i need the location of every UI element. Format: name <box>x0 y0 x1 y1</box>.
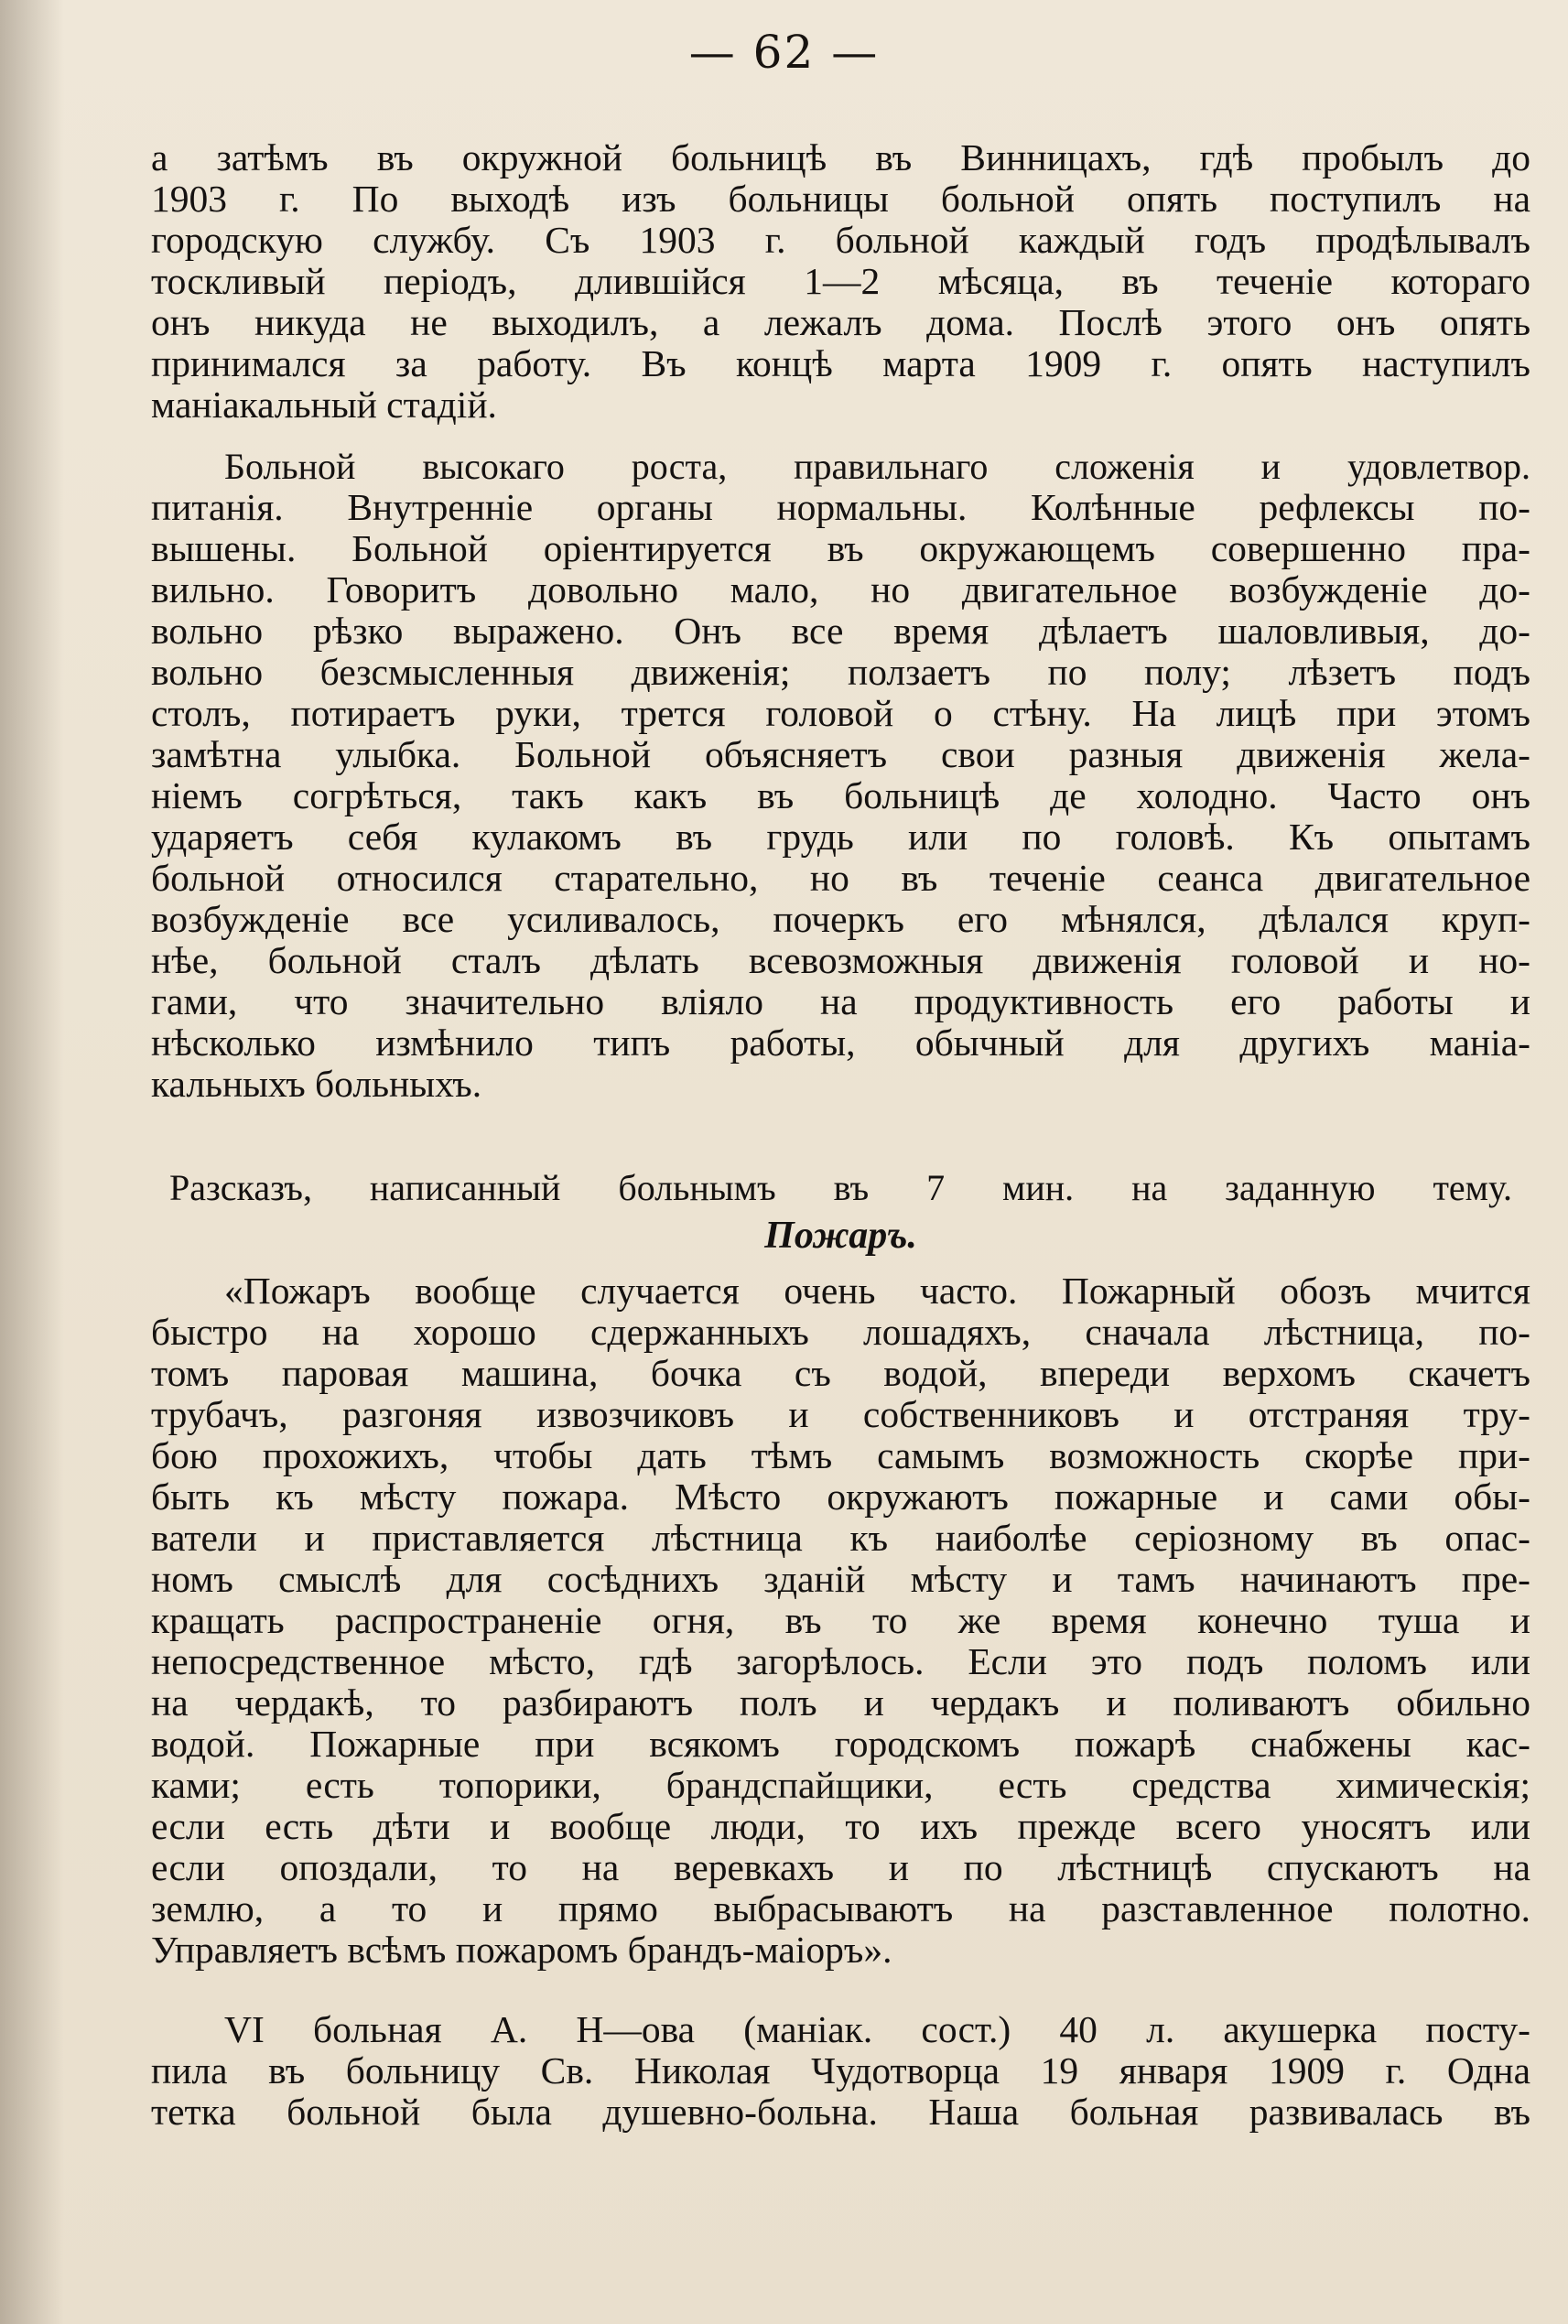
text-line: нѣе, больной сталъ дѣлать всевозможныя движенія головой и но- <box>151 939 1530 981</box>
text-line: возбужденіе все усиливалось, почеркъ его мѣнялся, дѣлался круп- <box>151 898 1530 940</box>
text-line: непосредственное мѣсто, гдѣ загорѣлось. Если это подъ поломъ или <box>151 1640 1530 1682</box>
text-line: нѣсколько измѣнило типъ работы, обычный для другихъ маніа- <box>151 1021 1530 1064</box>
text-line: вышены. Больной оріентируется въ окружающемъ совершенно пра- <box>151 527 1530 569</box>
story-heading <box>151 1212 1530 1259</box>
text-line: столъ, потираетъ руки, трется головой о стѣну. На лицѣ при этомъ <box>151 692 1530 734</box>
story-intro <box>151 1167 1530 1208</box>
text-line: 1903 г. По выходѣ изъ больницы больной опять поступилъ на <box>151 178 1530 220</box>
paragraph-status <box>151 446 1530 1105</box>
text-line: тетка больной была душевно-больна. Наша больная развивалась въ <box>151 2091 1530 2133</box>
text-line: городскую службу. Съ 1903 г. больной каждый годъ продѣлывалъ <box>151 219 1530 261</box>
text-line: гами, что значительно вліяло на продуктивность его работы и <box>151 980 1530 1022</box>
text-line: бою прохожихъ, чтобы дать тѣмъ самымъ возможность скорѣе при- <box>151 1434 1530 1476</box>
text-line: маніакальный стадій. <box>151 384 497 426</box>
text-line: пила въ больницу Св. Николая Чудотворца 19 января 1909 г. Одна <box>151 2049 1530 2092</box>
paragraph-case-vi <box>151 2009 1530 2133</box>
text-line: вольно рѣзко выражено. Онъ все время дѣлаетъ шаловливыя, до- <box>151 610 1530 652</box>
text-line: на чердакѣ, то разбираютъ полъ и чердакъ и поливаютъ обильно <box>151 1681 1530 1724</box>
text-line: водой. Пожарные при всякомъ городскомъ пожарѣ снабжены кас- <box>151 1723 1530 1765</box>
text-line: быть къ мѣсту пожара. Мѣсто окружаютъ пожарные и сами обы- <box>151 1475 1530 1518</box>
text-line: замѣтна улыбка. Больной объясняетъ свои разныя движенія жела- <box>151 733 1530 775</box>
text-line: тоскливый періодъ, длившійся 1—2 мѣсяца, въ теченіе котораго <box>151 260 1530 302</box>
text-line: кращать распространеніе огня, въ то же время конечно туша и <box>151 1599 1530 1641</box>
text-line: кальныхъ больныхъ. <box>151 1063 482 1105</box>
text-line: номъ смыслѣ для сосѣднихъ зданій мѣсту и тамъ начинаютъ пре- <box>151 1558 1530 1600</box>
text-line: если есть дѣти и вообще люди, то ихъ прежде всего уносятъ или <box>151 1805 1530 1847</box>
paragraph-continuation <box>151 137 1530 426</box>
story-title: Пожаръ. <box>764 1215 917 1257</box>
text-line: трубачъ, разгоняя извозчиковъ и собственниковъ и отстраняя тру- <box>151 1393 1530 1435</box>
text-line: онъ никуда не выходилъ, а лежалъ дома. Послѣ этого онъ опять <box>151 301 1530 343</box>
text-line: ватели и приставляется лѣстница къ наиболѣе серіозному въ опас- <box>151 1517 1530 1559</box>
text-line: больной относился старательно, но въ теченіе сеанса двигательное <box>151 857 1530 899</box>
text-line: ударяетъ себя кулакомъ въ грудь или по головѣ. Къ опытамъ <box>151 816 1530 858</box>
intro-line: Разсказъ, написанный больнымъ въ 7 мин. на заданную тему. <box>169 1167 1512 1208</box>
text-line: землю, а то и прямо выбрасываютъ на разставленное полотно. <box>151 1887 1530 1929</box>
page-number: — 62 — <box>688 26 880 79</box>
text-line: а затѣмъ въ окружной больницѣ въ Винницахъ, гдѣ пробылъ до <box>151 136 1530 178</box>
text-line: вольно безсмысленныя движенія; ползаетъ по полу; лѣзетъ подъ <box>151 651 1530 693</box>
text-line: принимался за работу. Въ концѣ марта 1909 г. опять наступилъ <box>151 342 1530 384</box>
text-line: вильно. Говоритъ довольно мало, но двигательное возбужденіе до- <box>151 568 1530 611</box>
text-line: быстро на хорошо сдержанныхъ лошадяхъ, сначала лѣстница, по- <box>151 1311 1530 1353</box>
text-line: питанія. Внутренніе органы нормальны. Колѣнные рефлексы по- <box>151 486 1530 528</box>
text-line: VI больная А. Н—ова (маніак. сост.) 40 л. акушерка посту- <box>224 2008 1530 2050</box>
text-line: Управляетъ всѣмъ пожаромъ брандъ-маіоръ». <box>151 1929 892 1971</box>
text-line: ками; есть топорики, брандспайщики, есть средства химическія; <box>151 1764 1530 1806</box>
text-line: «Пожаръ вообще случается очень часто. Пожарный обозъ мчится <box>224 1270 1530 1312</box>
text-line: ніемъ согрѣться, такъ какъ въ больницѣ де холодно. Часто онъ <box>151 774 1530 816</box>
text-line: томъ паровая машина, бочка съ водой, впереди верхомъ скачетъ <box>151 1352 1530 1394</box>
text-line: если опоздали, то на веревкахъ и по лѣстницѣ спускаютъ на <box>151 1846 1530 1888</box>
text-line: Больной высокаго роста, правильнаго сложенія и удовлетвор. <box>224 446 1530 487</box>
story-text <box>151 1270 1530 1971</box>
